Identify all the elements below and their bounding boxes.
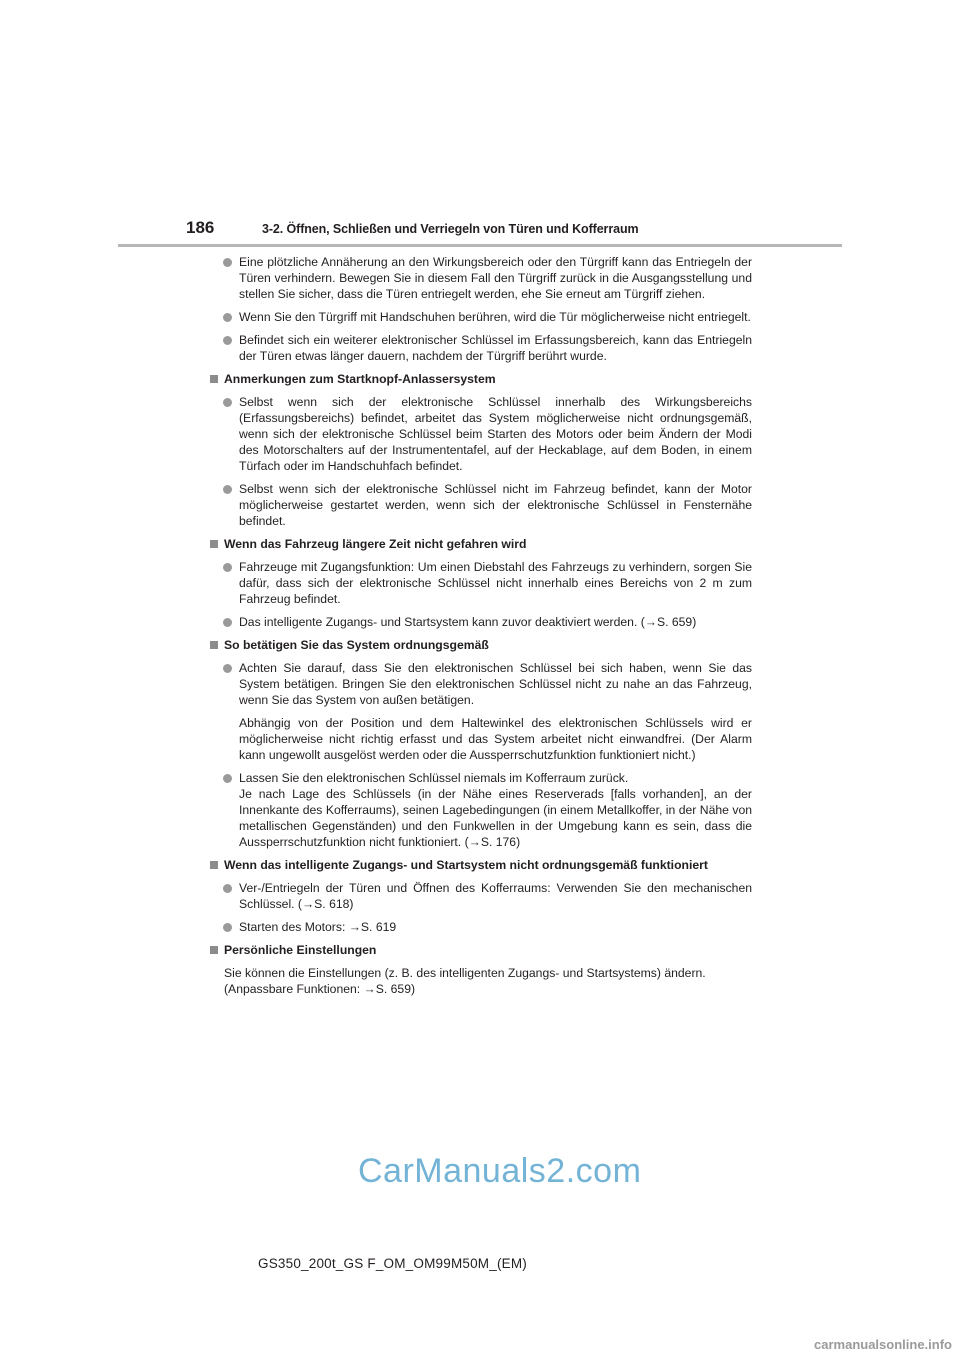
bullet-text: Eine plötzliche Annäherung an den Wirkungsbereich oder den Türgriff kann das Entriegeln der Türen verhindern. Bewegen Sie in diesem Fall den Türgriff zurück in die Ausgangsstellung und stellen Sie sicher, dass die Türen entriegelt werden, ehe Sie erneut am Türgriff ziehen. <box>239 255 752 301</box>
bullet-item <box>210 770 752 850</box>
section-title: 3-2. Öffnen, Schließen und Verriegeln von Türen und Kofferraum <box>262 222 639 236</box>
page-number: 186 <box>186 218 215 237</box>
bullet-dot-icon <box>223 923 232 932</box>
bullet-text: Fahrzeuge mit Zugangsfunktion: Um einen Diebstahl des Fahrzeugs zu verhindern, sorgen Sie dafür, dass sich der elektronische Schlüssel nicht innerhalb eines Bereichs von 2 m zum Fahrzeug befindet. <box>239 560 752 606</box>
square-bullet-icon <box>210 540 218 548</box>
heading-text: Wenn das Fahrzeug längere Zeit nicht gefahren wird <box>224 537 527 551</box>
header-divider <box>118 244 842 247</box>
bullet-dot-icon <box>223 774 232 783</box>
bullet-item <box>210 614 752 630</box>
page-header <box>0 0 960 250</box>
watermark-logo: CarManuals2.com <box>358 1152 642 1190</box>
heading-text: So betätigen Sie das System ordnungsgemäß <box>224 638 489 652</box>
section-heading <box>210 942 752 958</box>
bullet-item <box>210 309 752 325</box>
square-bullet-icon <box>210 946 218 954</box>
bullet-text: Starten des Motors: →S. 619 <box>239 920 397 934</box>
paragraph-line: Sie können die Einstellungen (z. B. des intelligenten Zugangs- und Startsystems) ändern. <box>224 966 706 980</box>
heading-text: Persönliche Einstellungen <box>224 943 377 957</box>
section-heading <box>210 371 752 387</box>
bullet-dot-icon <box>223 313 232 322</box>
bullet-text: Ver-/Entriegeln der Türen und Öffnen des Kofferraums: Verwenden Sie den mechanischen Schlüssel. (→S. 618) <box>239 881 752 911</box>
bullet-text: Befindet sich ein weiterer elektronischer Schlüssel im Erfassungsbereich, kann das Entriegeln der Türen etwas länger dauern, nachdem der Türgriff berührt wurde. <box>239 333 752 363</box>
bullet-dot-icon <box>223 618 232 627</box>
bullet-dot-icon <box>223 884 232 893</box>
bullet-dot-icon <box>223 664 232 673</box>
bullet-text: Lassen Sie den elektronischen Schlüssel niemals im Kofferraum zurück. <box>239 771 629 785</box>
bullet-item <box>210 559 752 607</box>
bullet-text: Selbst wenn sich der elektronische Schlüssel nicht im Fahrzeug befindet, kann der Motor möglicherweise gestartet werden, wenn sich der elektronische Schlüssel in Fensternähe befindet. <box>239 482 752 528</box>
manual-content <box>210 254 752 1004</box>
bullet-dot-icon <box>223 485 232 494</box>
bullet-text: Das intelligente Zugangs- und Startsystem kann zuvor deaktiviert werden. (→S. 659) <box>239 615 697 629</box>
bullet-item <box>210 394 752 474</box>
bullet-dot-icon <box>223 398 232 407</box>
corner-watermark: carmanualsonline.info <box>814 1337 952 1352</box>
bullet-dot-icon <box>223 563 232 572</box>
square-bullet-icon <box>210 641 218 649</box>
bullet-item <box>210 660 752 708</box>
bullet-item <box>210 254 752 302</box>
bullet-item <box>210 880 752 912</box>
square-bullet-icon <box>210 861 218 869</box>
bullet-dot-icon <box>223 258 232 267</box>
paragraph: Abhängig von der Position und dem Haltewinkel des elektronischen Schlüssels wird er möglicherweise nicht richtig erfasst und das System arbeitet nicht einwandfrei. (Der Alarm kann ungewollt ausgelöst werden oder die Aussperrschutzfunktion funktioniert nicht.) <box>239 716 752 762</box>
section-heading <box>210 637 752 653</box>
heading-text: Wenn das intelligente Zugangs- und Startsystem nicht ordnungsgemäß funktioniert <box>224 858 708 872</box>
bullet-text: Achten Sie darauf, dass Sie den elektronischen Schlüssel bei sich haben, wenn Sie das System betätigen. Bringen Sie den elektronischen Schlüssel nicht zu nahe an das Fahrzeug, wenn Sie das System von außen betätigen. <box>239 661 752 707</box>
section-heading <box>210 857 752 873</box>
model-code: GS350_200t_GS F_OM_OM99M50M_(EM) <box>258 1256 528 1271</box>
bullet-item <box>210 332 752 364</box>
bullet-text: Selbst wenn sich der elektronische Schlüssel innerhalb des Wirkungsbereichs (Erfassungsbereichs) befindet, arbeitet das System möglicherweise nicht ordnungsgemäß, wenn sich der elektronische Schlüssel beim Starten des Motors oder beim Ändern der Modi des Motorschalters auf der Instrumententafel, auf der Heckablage, auf dem Boden, in einem Türfach oder im Handschuhfach befindet. <box>239 395 752 473</box>
square-bullet-icon <box>210 375 218 383</box>
bullet-text: Wenn Sie den Türgriff mit Handschuhen berühren, wird die Tür möglicherweise nicht entriegelt. <box>239 310 751 324</box>
bullet-item <box>210 481 752 529</box>
bullet-item <box>210 919 752 935</box>
bullet-text: Je nach Lage des Schlüssels (in der Nähe eines Reserverads [falls vorhanden], an der Innenkante des Kofferraums), seinen Lagebedingungen (in einem Metallkoffer, in der Nähe von metallischen Gegenständen) und den Funkwellen in der Umgebung kann es sein, dass die Aussperrschutzfunktion nicht funktioniert. (→S. 176) <box>239 787 752 849</box>
paragraph <box>210 965 752 997</box>
paragraph-line: (Anpassbare Funktionen: →S. 659) <box>224 982 416 996</box>
bullet-dot-icon <box>223 336 232 345</box>
heading-text: Anmerkungen zum Startknopf-Anlassersystem <box>224 372 496 386</box>
section-heading <box>210 536 752 552</box>
